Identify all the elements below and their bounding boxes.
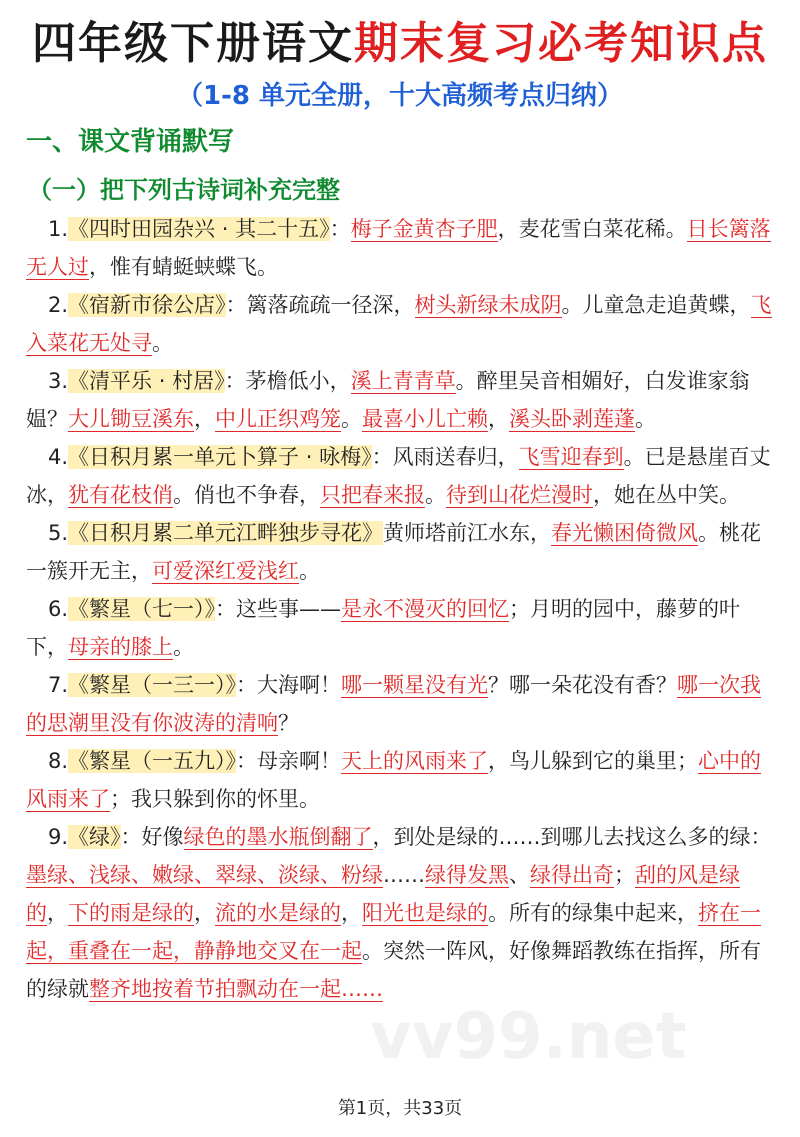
prompt-text: 、 [509, 863, 530, 887]
prompt-text: 。已是悬崖百丈冰， [26, 445, 771, 507]
prompt-text: 黄师塔前江水东， [383, 521, 552, 545]
poem-item [26, 286, 774, 362]
prompt-text: 。儿童急走追黄蝶， [561, 293, 751, 317]
poem-title: 《日积月累二单元江畔独步寻花》 [68, 521, 384, 545]
answer-text: 最喜小儿亡赖 [362, 407, 488, 431]
prompt-text: ， [341, 901, 362, 925]
poem-title: 《繁星（七一）》 [68, 597, 216, 621]
page-title [0, 14, 800, 74]
title-part-red: 期末复习必考知识点 [354, 18, 768, 69]
answer-text: 心中的风雨来了 [26, 749, 762, 811]
prompt-text: 1. [48, 217, 69, 241]
poem-item [26, 438, 774, 514]
prompt-text: ；月明的园中，藤萝的叶下， [26, 597, 741, 659]
answer-text: 挤在一起，重叠在一起，静静地交叉在一起 [26, 901, 761, 963]
prompt-text: 。 [425, 483, 446, 507]
prompt-text: ， [47, 901, 68, 925]
prompt-text: ， [488, 407, 509, 431]
prompt-text: 9. [48, 825, 69, 849]
prompt-text: ：好像 [120, 825, 184, 849]
poem-title: 《宿新市徐公店》 [68, 293, 226, 317]
prompt-text: 。俏也不争春， [173, 483, 320, 507]
prompt-text: 8. [48, 749, 69, 773]
answer-text: 飞入菜花无处寻 [26, 293, 772, 355]
answer-text: 母亲的膝上 [68, 635, 173, 659]
answer-text: 绿色的墨水瓶倒翻了 [183, 825, 373, 849]
prompt-text: 7. [48, 673, 69, 697]
prompt-text: ，惟有蜻蜓蛱蝶飞。 [89, 255, 278, 279]
poem-list [26, 210, 774, 1008]
prompt-text: ？ [278, 711, 299, 735]
prompt-text: 5. [48, 521, 69, 545]
answer-text: 哪一次我的思潮里没有你波涛的清响 [26, 673, 762, 735]
prompt-text: ： [329, 217, 351, 241]
answer-text: 哪一颗星没有光 [341, 673, 489, 697]
prompt-text: ，到处是绿的……到哪儿去找这么多的绿： [372, 825, 772, 849]
subsection-heading: （一）把下列古诗词补充完整 [28, 176, 340, 204]
prompt-text: …… [383, 863, 425, 887]
prompt-text: ， [194, 901, 215, 925]
poem-item [26, 666, 774, 742]
poem-item [26, 742, 774, 818]
answer-text: 绿得发黑 [425, 863, 509, 887]
answer-text: 飞雪迎春到 [518, 445, 624, 469]
prompt-text: ：这些事—— [215, 597, 342, 621]
section-heading: 一、课文背诵默写 [26, 127, 235, 157]
subtitle: （1-8 单元全册，十大高频考点归纳） [176, 81, 624, 111]
answer-text: 是永不漫灭的回忆 [341, 597, 510, 621]
answer-text: 溪上青青草 [350, 369, 456, 393]
poem-item [26, 514, 774, 590]
poem-item [26, 210, 774, 286]
prompt-text: ：风雨送春归， [371, 445, 519, 469]
answer-text: 梅子金黄杏子肥 [350, 217, 498, 241]
answer-text: 犹有花枝俏 [68, 483, 173, 507]
prompt-text: 。 [341, 407, 362, 431]
answer-text: 大儿锄豆溪东 [68, 407, 194, 431]
prompt-text: ：母亲啊！ [236, 749, 342, 773]
prompt-text: ，麦花雪白菜花稀。 [497, 217, 687, 241]
prompt-text: ，鸟儿躲到它的巢里； [488, 749, 699, 773]
prompt-text: ？哪一朵花没有香？ [488, 673, 678, 697]
answer-text: 中儿正织鸡笼 [215, 407, 341, 431]
prompt-text: 6. [48, 597, 69, 621]
prompt-text: 。醉里吴音相媚好，白发谁家翁媪？ [26, 369, 750, 431]
prompt-text: ：大海啊！ [236, 673, 342, 697]
answer-text: 阳光也是绿的 [362, 901, 488, 925]
prompt-text: 。 [635, 407, 656, 431]
poem-title: 《清平乐 · 村居》 [68, 369, 225, 393]
answer-text: 树头新绿未成阴 [414, 293, 562, 317]
prompt-text: ，她在丛中笑。 [593, 483, 740, 507]
poem-item [26, 818, 774, 1008]
watermark: vv99.net [370, 1000, 687, 1074]
answer-text: 日长篱落无人过 [26, 217, 771, 279]
prompt-text: ：茅檐低小， [224, 369, 351, 393]
prompt-text: ：篱落疏疏一径深， [225, 293, 415, 317]
answer-text: 整齐地按着节拍飘动在一起…… [89, 977, 383, 1001]
poem-title: 《繁星（一三一）》 [68, 673, 237, 697]
prompt-text: 。 [299, 559, 320, 583]
answer-text: 只把春来报 [320, 483, 425, 507]
prompt-text: 。 [152, 331, 173, 355]
prompt-text: 。突然一阵风，好像舞蹈教练在指挥，所有的绿就 [26, 939, 761, 1001]
answer-text: 刮的风是绿的 [26, 863, 740, 925]
poem-item [26, 362, 774, 438]
answer-text: 可爱深红爱浅红 [152, 559, 299, 583]
prompt-text: ；我只躲到你的怀里。 [110, 787, 320, 811]
prompt-text: 。所有的绿集中起来， [488, 901, 698, 925]
poem-title: 《日积月累一单元卜算子 · 咏梅》 [68, 445, 372, 469]
prompt-text: 。 [173, 635, 194, 659]
prompt-text: 4. [48, 445, 69, 469]
prompt-text: 2. [48, 293, 69, 317]
poem-title: 《四时田园杂兴 · 其二十五》 [68, 217, 330, 241]
answer-text: 待到山花烂漫时 [446, 483, 593, 507]
page-footer: 第1页，共33页 [337, 1098, 463, 1119]
poem-item [26, 590, 774, 666]
answer-text: 下的雨是绿的 [68, 901, 194, 925]
answer-text: 溪头卧剥莲蓬 [509, 407, 635, 431]
answer-text: 流的水是绿的 [215, 901, 341, 925]
prompt-text: ； [614, 863, 635, 887]
answer-text: 春光懒困倚微风 [551, 521, 699, 545]
prompt-text: 。桃花一簇开无主， [26, 521, 762, 583]
title-part-black: 四年级下册语文 [32, 18, 354, 69]
poem-title: 《繁星（一五九）》 [68, 749, 237, 773]
answer-text: 墨绿、浅绿、嫩绿、翠绿、淡绿、粉绿 [26, 863, 383, 887]
poem-title: 《绿》 [68, 825, 121, 849]
answer-text: 绿得出奇 [530, 863, 614, 887]
prompt-text: ， [194, 407, 215, 431]
prompt-text: 3. [48, 369, 69, 393]
answer-text: 天上的风雨来了 [341, 749, 489, 773]
